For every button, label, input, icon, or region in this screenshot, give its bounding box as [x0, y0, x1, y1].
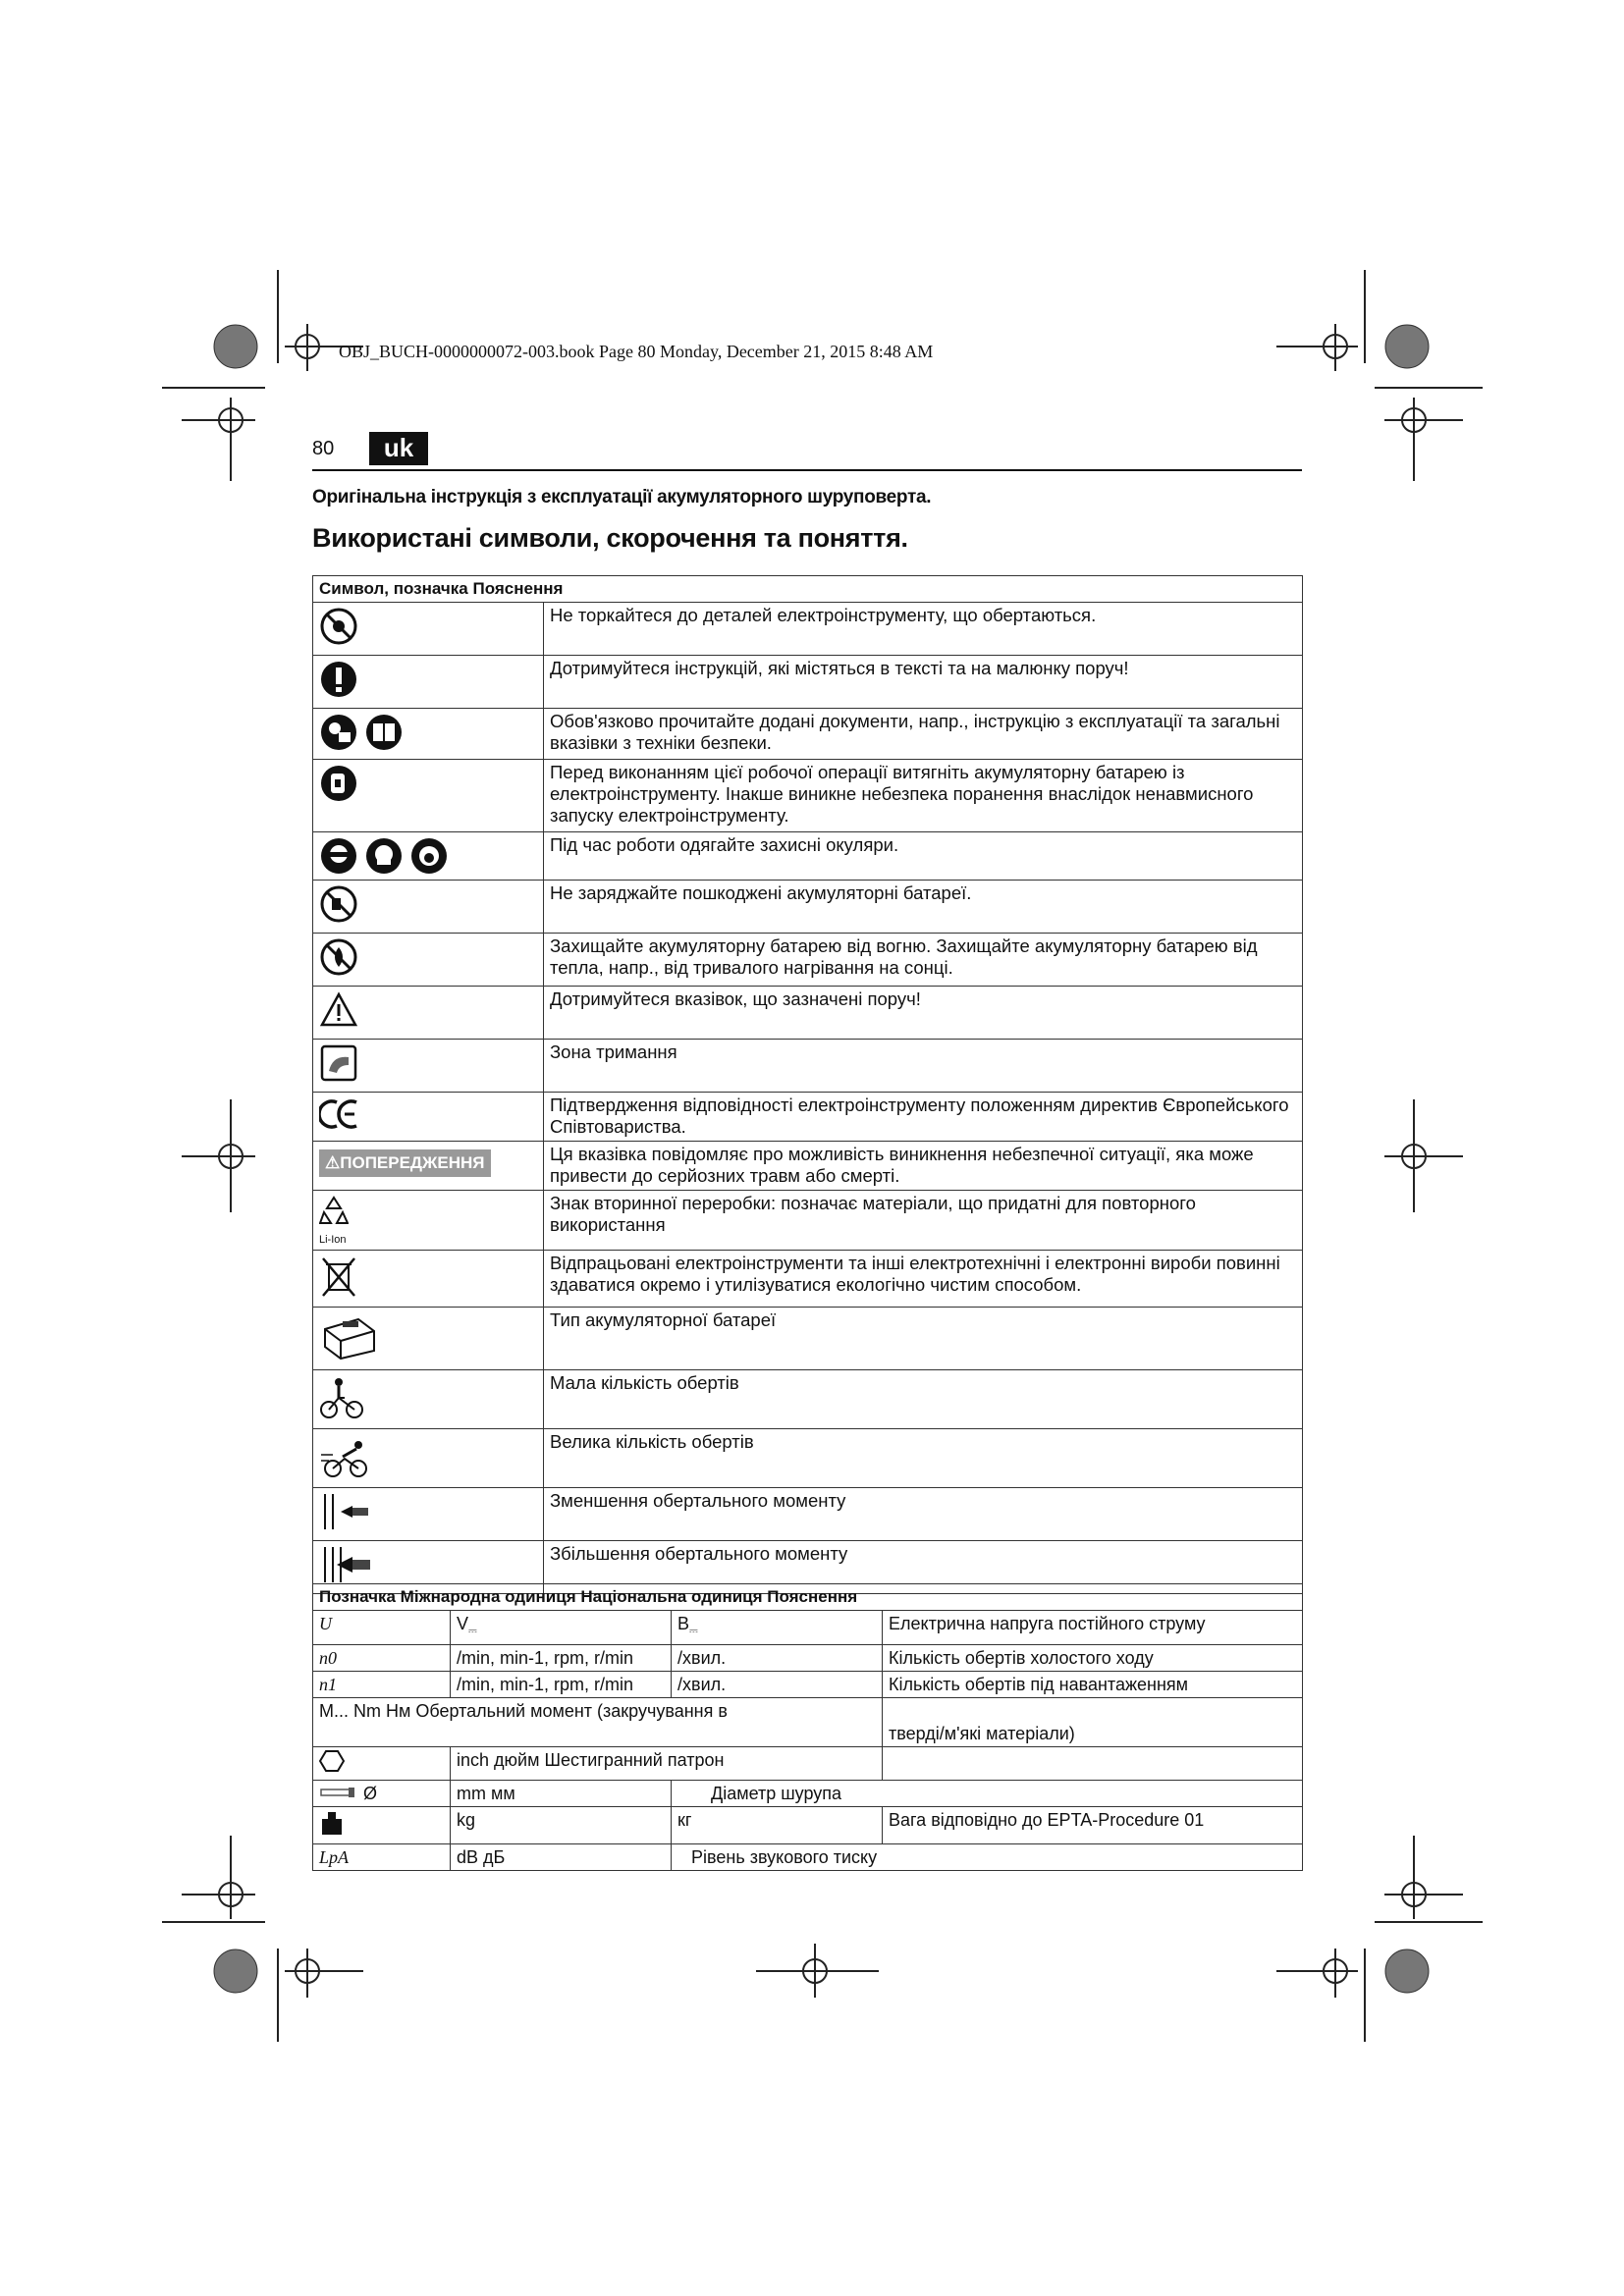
symbol-desc: Захищайте акумуляторну батарею від вогню. Захищайте акумуляторну батарею від тепла, напр., від тривалого нагрівання на сонці.	[544, 934, 1303, 987]
unit-national: кг	[672, 1806, 883, 1843]
recycling-icon	[319, 1195, 349, 1230]
screw-icon	[319, 1786, 358, 1799]
unit-desc: Електрична напруга постійного струму	[883, 1611, 1303, 1645]
symbol-desc: Велика кількість обертів	[544, 1429, 1303, 1488]
unit-intl: $V_⎓$	[451, 1611, 672, 1645]
symbol-desc: Мала кількість обертів	[544, 1370, 1303, 1429]
unit-desc: Вага відповідно до EPTA-Procedure 01	[883, 1806, 1303, 1843]
subtitle: Оригінальна інструкція з експлуатації акумуляторного шуруповерта.	[312, 487, 932, 507]
unit-intl: mm мм	[451, 1780, 672, 1806]
symbol-desc: Ця вказівка повідомляє про можливість виникнення небезпечної ситуації, яка може привести до серйозних травм або смерті.	[544, 1142, 1303, 1191]
unit-symbol: LpA	[313, 1843, 451, 1870]
warning-label-icon: ⚠ПОПЕРЕДЖЕННЯ	[319, 1149, 491, 1177]
symbol-desc: Під час роботи одягайте захисні окуляри.	[544, 832, 1303, 881]
rotating-parts-icon	[319, 607, 358, 646]
hex-icon-cell	[313, 1746, 451, 1780]
unit-national: Рівень звукового тиску	[672, 1843, 1303, 1870]
remove-battery-icon	[319, 764, 358, 803]
symbol-desc: Зона тримання	[544, 1040, 1303, 1093]
unit-national: $В_⎓$	[672, 1611, 883, 1645]
unit-national: Діаметр шурупа	[672, 1780, 1303, 1806]
li-ion-label: Li-Ion	[319, 1234, 347, 1246]
exclamation-icon	[319, 660, 358, 699]
units-table-header: Позначка Міжнародна одиниця Національна одиниця Пояснення	[313, 1584, 1303, 1611]
unit-intl: inch дюйм Шестигранний патрон	[451, 1746, 883, 1780]
unit-desc: Кількість обертів під навантаженням	[883, 1671, 1303, 1697]
unit-intl: dB дБ	[451, 1843, 672, 1870]
low-speed-icon	[319, 1374, 364, 1419]
safety-glasses-icon	[319, 836, 358, 876]
symbol-desc: Підтвердження відповідності електроінструменту положенням директив Європейського Співтовариства.	[544, 1093, 1303, 1142]
symbols-table	[312, 575, 1303, 1594]
symbol-desc: Перед виконанням цієї робочої операції витягніть акумуляторну батарею із електроінструменту. Інакше виникне небезпека поранення внаслідок ненавмисного запуску електроінструменту.	[544, 760, 1303, 832]
unit-national: /хвил.	[672, 1644, 883, 1671]
torque-decrease-icon	[319, 1492, 374, 1531]
read-manual-icon	[319, 713, 358, 752]
language-badge: uk	[369, 432, 428, 465]
unit-intl: kg	[451, 1806, 672, 1843]
symbol-desc: Знак вторинної переробки: позначає матеріали, що придатні для повторного використання	[544, 1191, 1303, 1251]
symbol-desc: Не заряджайте пошкоджені акумуляторні батареї.	[544, 881, 1303, 934]
unit-symbol: n0	[313, 1644, 451, 1671]
book-line: OBJ_BUCH-0000000072-003.book Page 80 Monday, December 21, 2015 8:48 AM	[339, 342, 934, 361]
unit-desc: Кількість обертів холостого ходу	[883, 1644, 1303, 1671]
manual-book-icon	[364, 713, 404, 752]
warning-label: ПОПЕРЕДЖЕННЯ	[340, 1153, 485, 1172]
unit-desc: тверді/м'які матеріали)	[883, 1697, 1303, 1746]
warning-triangle-icon	[319, 990, 358, 1030]
symbol-desc: Не торкайтеся до деталей електроінструменту, що обертаються.	[544, 603, 1303, 656]
battery-type-icon	[319, 1311, 378, 1361]
grip-zone-icon	[319, 1043, 358, 1083]
symbol-desc: Збільшення обертального моменту	[544, 1541, 1303, 1594]
ce-mark-icon	[319, 1096, 362, 1132]
torque-increase-icon	[319, 1545, 374, 1584]
symbol-desc: Зменшення обертального моменту	[544, 1488, 1303, 1541]
symbol-desc: Дотримуйтеся вказівок, що зазначені поруч!	[544, 987, 1303, 1040]
unit-national: /хвил.	[672, 1671, 883, 1697]
page-title: Використані символи, скорочення та поняття.	[312, 523, 908, 553]
symbols-table-header: Символ, позначка Пояснення	[313, 576, 1303, 603]
weee-bin-icon	[319, 1255, 358, 1298]
unit-symbol: n1	[313, 1671, 451, 1697]
symbol-desc: Відпрацьовані електроінструменти та інші електротехнічні і електронні вироби повинні здаватися окремо і утилізуватися екологічно чистим способом.	[544, 1251, 1303, 1308]
header-rule	[312, 469, 1302, 471]
no-fire-icon	[319, 937, 358, 977]
page-number: 80	[312, 438, 335, 459]
units-table	[312, 1583, 1303, 1871]
hex-chuck-icon	[319, 1749, 345, 1773]
weight-icon	[319, 1809, 345, 1837]
weight-icon-cell	[313, 1806, 451, 1843]
no-charge-damaged-icon	[319, 884, 358, 924]
diameter-symbol: Ø	[363, 1783, 378, 1803]
symbol-desc: Тип акумуляторної батареї	[544, 1308, 1303, 1370]
symbol-desc: Обов'язково прочитайте додані документи, напр., інструкцію з експлуатації та загальні вказівки з техніки безпеки.	[544, 709, 1303, 760]
high-speed-icon	[319, 1433, 374, 1478]
unit-intl: /min, min-1, rpm, r/min	[451, 1644, 672, 1671]
symbol-desc: Дотримуйтеся інструкцій, які містяться в тексті та на малюнку поруч!	[544, 656, 1303, 709]
unit-symbol: U	[313, 1611, 451, 1645]
hearing-protection-icon	[364, 836, 404, 876]
screw-diameter-cell	[313, 1780, 451, 1806]
unit-intl: /min, min-1, rpm, r/min	[451, 1671, 672, 1697]
unit-desc	[883, 1746, 1303, 1780]
face-mask-icon	[409, 836, 449, 876]
unit-symbol: M... Nm Нм Обертальний момент (закручування в	[313, 1697, 883, 1746]
